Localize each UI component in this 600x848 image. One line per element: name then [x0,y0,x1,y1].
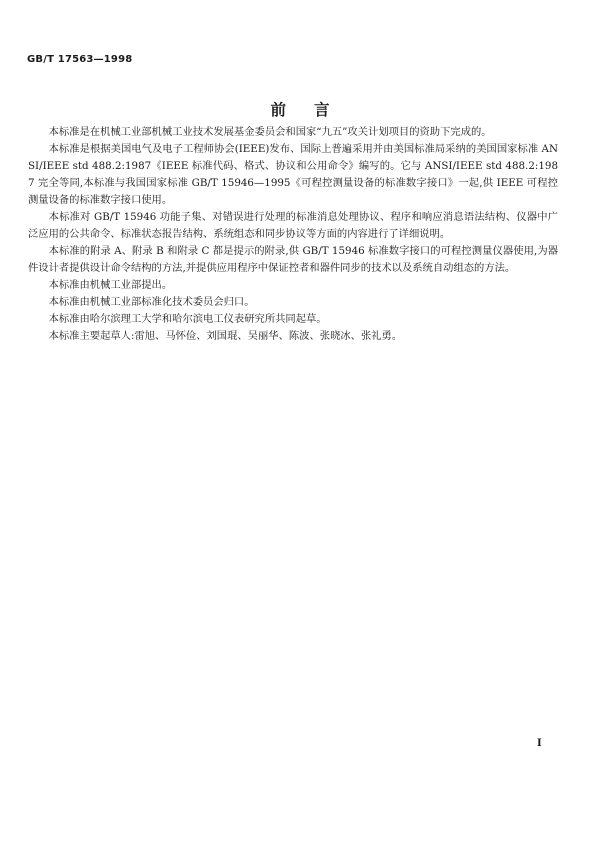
page-number: I [537,738,542,749]
page-title: 前言 [270,101,358,119]
paragraph-centralizer: 本标准由机械工业部标准化技术委员会归口。 [48,296,255,308]
paragraph-proposer: 本标准由机械工业部提出。 [48,279,173,291]
foreword-body [28,124,558,345]
paragraph-appendices: 本标准的附录 A、附录 B 和附录 C 都是提示的附录,供 GB/T 15946 标准数字接口的可程控测量仪器使用,为器件设计者提供设计命令结构的方法,并提供应用程序中保证控者和器件同步的技术以及系统自动组态的方法。 [28,245,558,274]
paragraph-funding: 本标准是在机械工业部机械工业技术发展基金委员会和国家“九五”攻关计划项目的资助下完成的。 [48,126,492,138]
standard-code: GB/T 17563—1998 [27,54,133,65]
paragraph-drafters: 本标准主要起草人:雷旭、马怀俭、刘国琨、吴丽华、陈波、张晓冰、张礼勇。 [48,330,403,342]
paragraph-drafters-org: 本标准由哈尔滨理工大学和哈尔滨电工仪表研究所共同起草。 [48,313,327,325]
paragraph-scope: 本标准对 GB/T 15946 功能子集、对错误进行处理的标准消息处理协议、程序和响应消息语法结构、仪器中广泛应用的公共命令、标准状态报告结构、系统组态和同步协议等方面的内容进行了详细说明。 [28,211,558,240]
paragraph-basis: 本标准是根据美国电气及电子工程师协会(IEEE)发布、国际上普遍采用并由美国标准局采纳的美国国家标准 ANSI/IEEE std 488.2:1987《IEEE 标准代码、格式、协议和公用命令》编写的。它与 ANSI/IEEE std 488.2:1987 完全等同,本标准与我国国家标准 GB/T 15946—1995《可程控测量设备的标准数字接口》一起,供 IEEE 可程控测量设备的标准数字接口使用。 [28,143,558,206]
